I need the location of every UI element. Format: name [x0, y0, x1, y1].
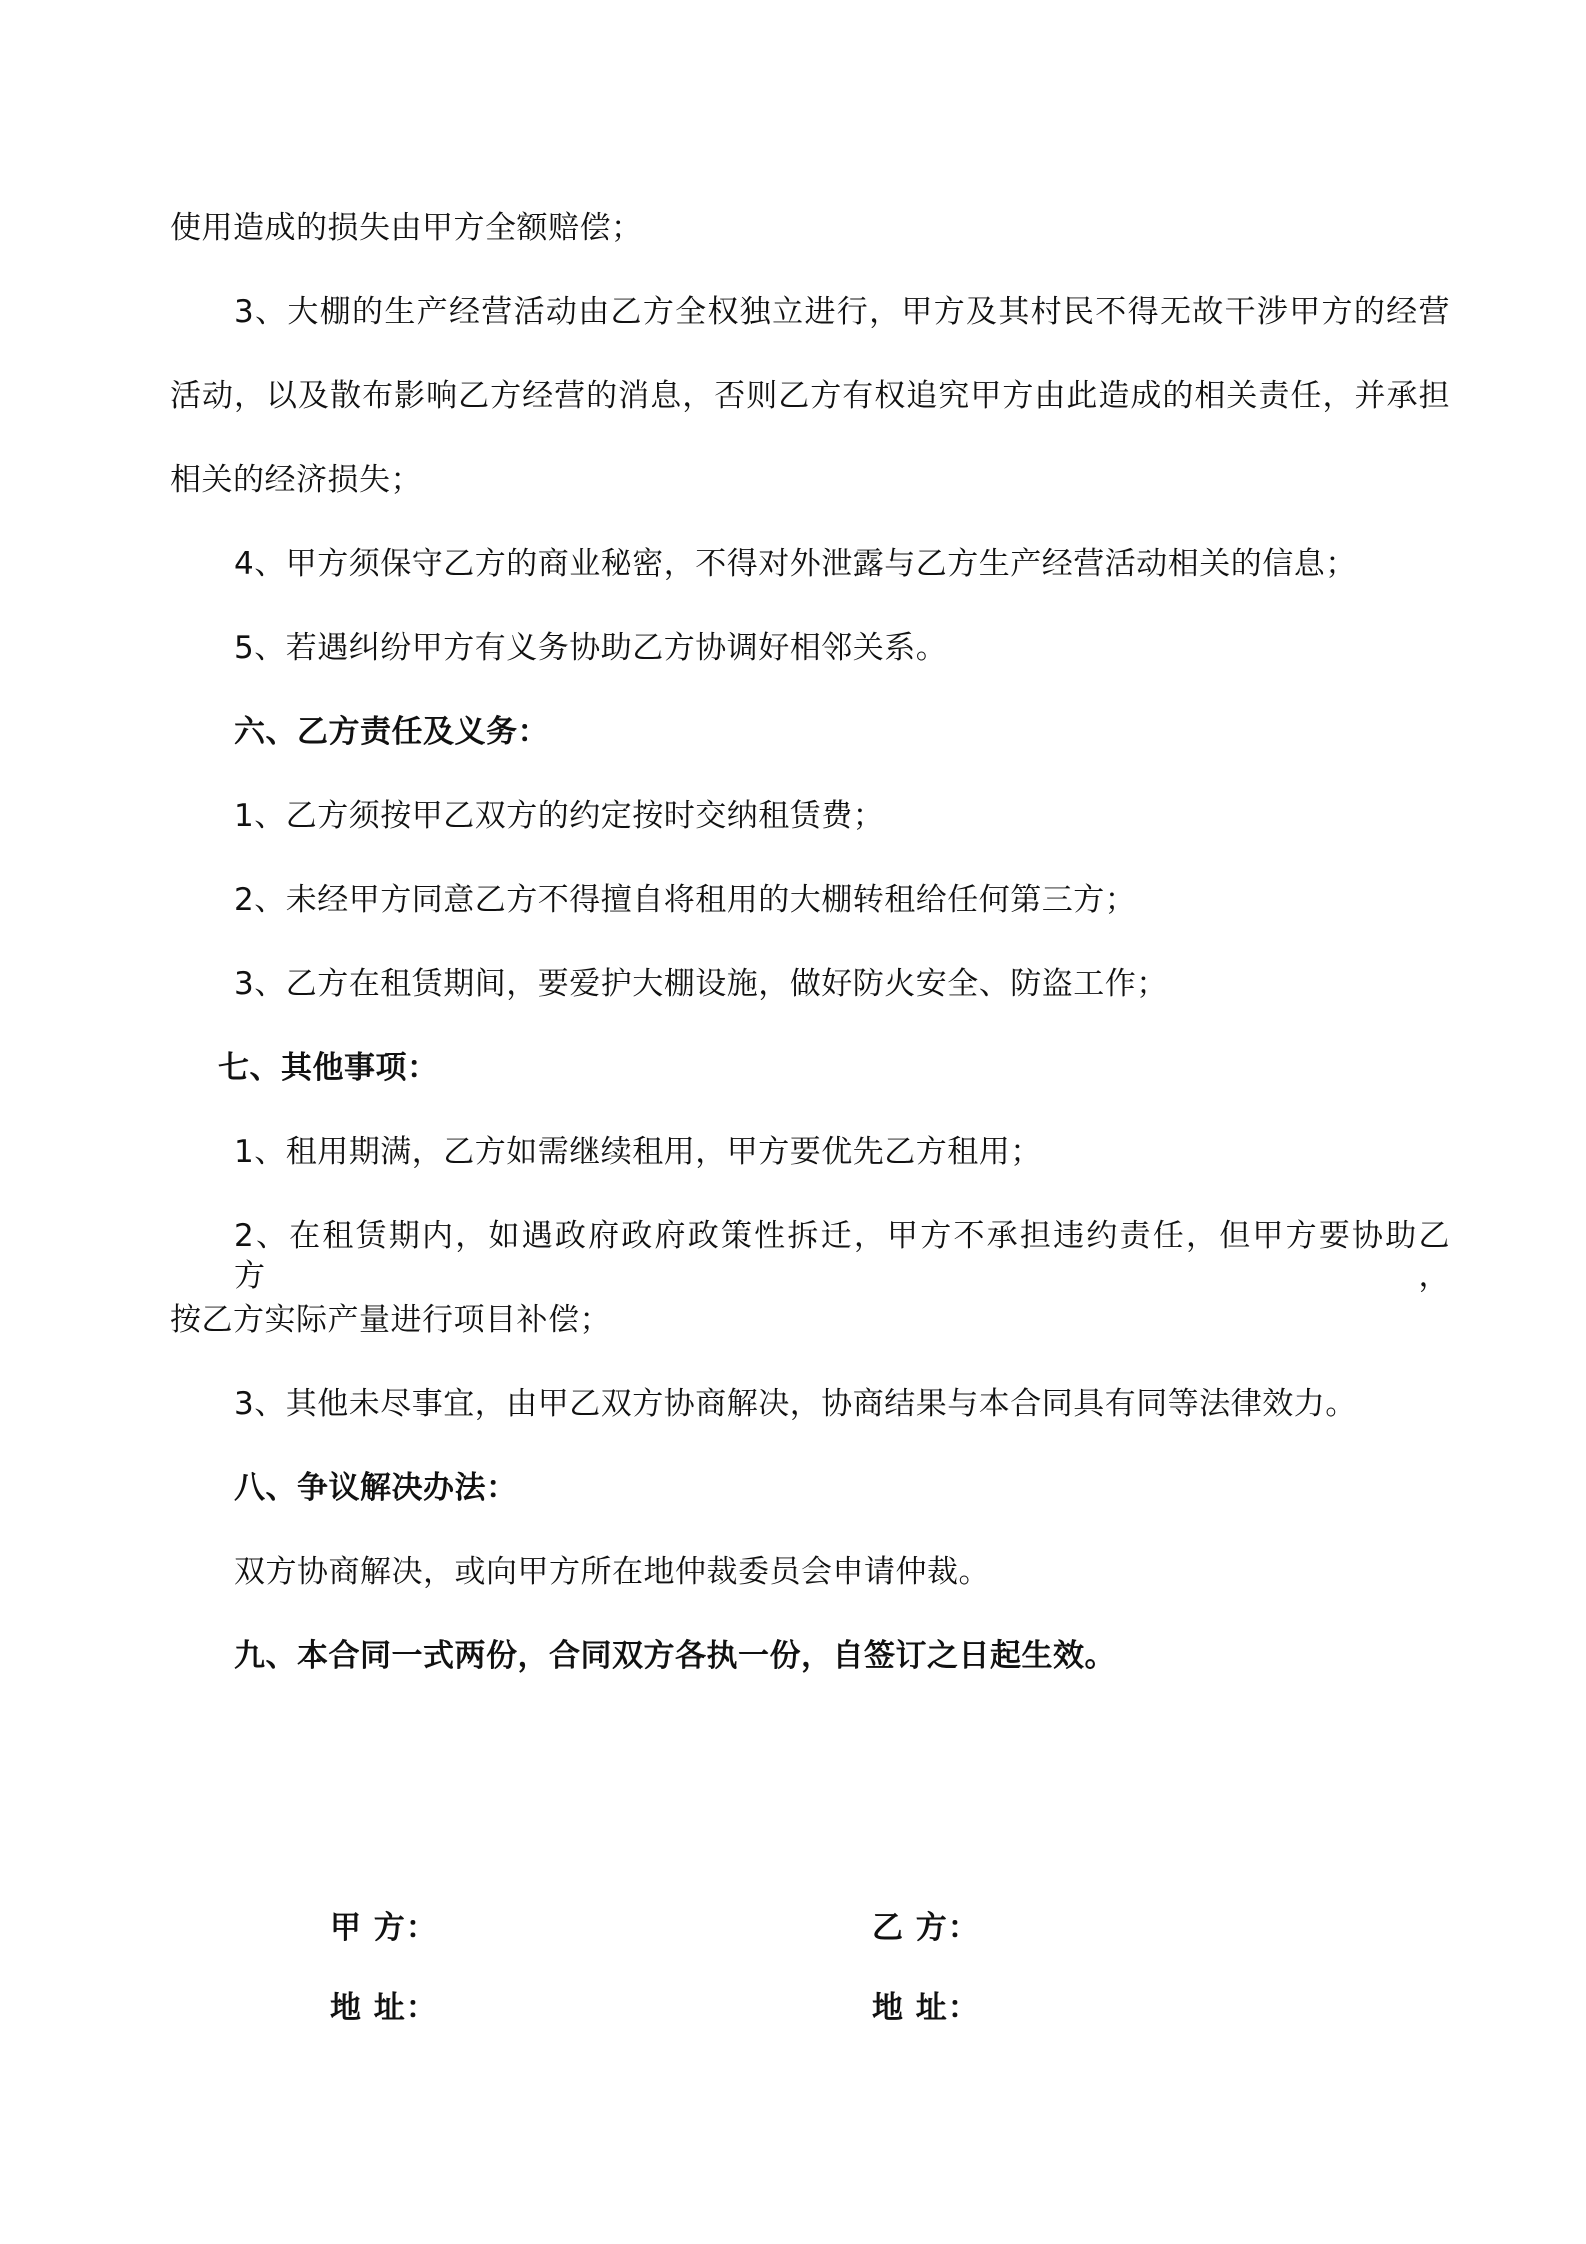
clause-5-4: 4、甲方须保守乙方的商业秘密，不得对外泄露与乙方生产经营活动相关的信息；	[234, 546, 1357, 582]
section-8-body: 双方协商解决，或向甲方所在地仲裁委员会申请仲裁。	[234, 1554, 990, 1590]
paragraph-line-1: 使用造成的损失由甲方全额赔偿；	[170, 210, 643, 246]
party-a-address-label: 地 址：	[330, 1990, 438, 2026]
party-b-label: 乙 方：	[872, 1910, 980, 1946]
clause-7-1: 1、租用期满，乙方如需继续租用，甲方要优先乙方租用；	[234, 1134, 1042, 1170]
clause-7-3: 3、其他未尽事宜，由甲乙双方协商解决，协商结果与本合同具有同等法律效力。	[234, 1386, 1357, 1422]
section-8-heading: 八、争议解决办法：	[234, 1470, 518, 1506]
clause-5-3-line-3: 相关的经济损失；	[170, 462, 422, 498]
clause-6-1: 1、乙方须按甲乙双方的约定按时交纳租赁费；	[234, 798, 885, 834]
clause-5-5: 5、若遇纠纷甲方有义务协助乙方协调好相邻关系。	[234, 630, 948, 666]
party-a-label: 甲 方：	[330, 1910, 438, 1946]
clause-5-3-line-2: 活动，以及散布影响乙方经营的消息，否则乙方有权追究甲方由此造成的相关责任，并承担	[170, 378, 1450, 414]
party-b-address-label: 地 址：	[872, 1990, 980, 2026]
clause-7-2-line-1: 2、在租赁期内，如遇政府政府政策性拆迁，甲方不承担违约责任，但甲方要协助乙方，	[234, 1218, 1450, 1294]
section-6-heading: 六、乙方责任及义务：	[234, 714, 549, 750]
clause-6-3: 3、乙方在租赁期间，要爱护大棚设施，做好防火安全、防盗工作；	[234, 966, 1168, 1002]
clause-5-3-line-1: 3、大棚的生产经营活动由乙方全权独立进行，甲方及其村民不得无故干涉甲方的经营	[234, 294, 1450, 330]
section-9-heading: 九、本合同一式两份，合同双方各执一份，自签订之日起生效。	[234, 1638, 1116, 1674]
clause-6-2: 2、未经甲方同意乙方不得擅自将租用的大棚转租给任何第三方；	[234, 882, 1137, 918]
section-7-heading: 七、其他事项：	[218, 1050, 439, 1086]
clause-7-2-line-2: 按乙方实际产量进行项目补偿；	[170, 1302, 611, 1338]
